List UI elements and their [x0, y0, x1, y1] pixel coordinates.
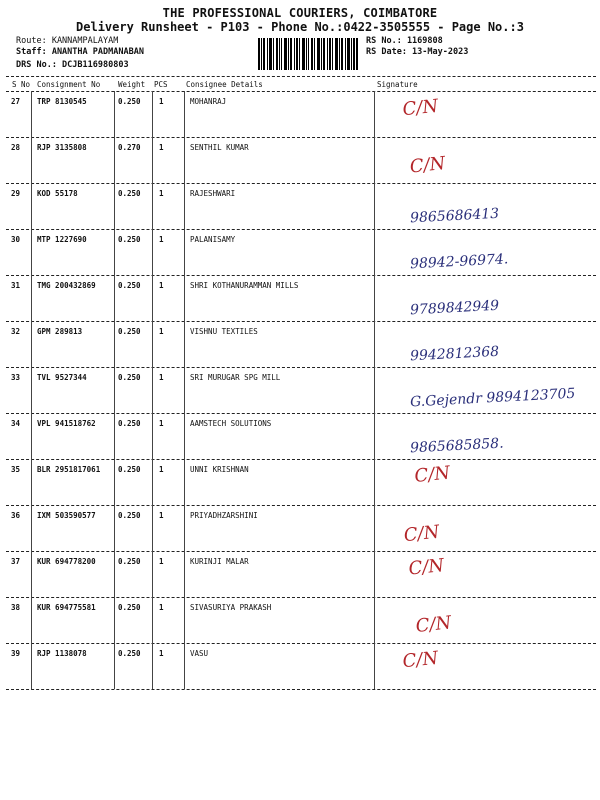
table-row — [6, 367, 596, 414]
cell-cons: RJP 3135808 — [37, 143, 87, 152]
table-row — [6, 597, 596, 644]
cell-sno: 29 — [11, 189, 21, 198]
cell-pcs: 1 — [159, 603, 164, 612]
svg-text:9789842949: 9789842949 — [409, 297, 500, 319]
cell-pcs: 1 — [159, 143, 164, 152]
table-row — [6, 413, 596, 460]
company-title: THE PROFESSIONAL COURIERS, COIMBATORE — [162, 6, 438, 20]
col-pcs: PCS — [154, 80, 168, 89]
cell-sno: 36 — [11, 511, 21, 520]
cell-sno: 30 — [11, 235, 21, 244]
svg-text:C/N: C/N — [414, 612, 453, 637]
col-consignment: Consignment No — [37, 80, 101, 89]
svg-text:9865686413: 9865686413 — [409, 205, 500, 227]
cell-cons: MTP 1227690 — [37, 235, 87, 244]
cell-sno: 32 — [11, 327, 21, 336]
runsheet-title: Delivery Runsheet - P103 - Phone No.:0422-3505555 - Page No.:3 — [76, 20, 524, 34]
cell-pcs: 1 — [159, 373, 164, 382]
barcode — [258, 38, 358, 70]
cell-sno: 34 — [11, 419, 21, 428]
cell-name: PALANISAMY — [190, 235, 236, 244]
cell-name: VISHNU TEXTILES — [190, 327, 258, 336]
cell-sno: 39 — [11, 649, 21, 658]
cell-name: RAJESHWARI — [190, 189, 236, 198]
cell-cons: TMG 200432869 — [37, 281, 96, 290]
signature-mark — [6, 137, 596, 185]
cell-pcs: 1 — [159, 511, 164, 520]
cell-name: SENTHIL KUMAR — [190, 143, 249, 152]
table-row — [6, 91, 596, 138]
cell-weight: 0.250 — [118, 189, 141, 198]
table-row — [6, 137, 596, 184]
svg-text:G.Gejendr 9894123705: G.Gejendr 9894123705 — [409, 385, 576, 411]
cell-weight: 0.270 — [118, 143, 141, 152]
svg-text:9865685858.: 9865685858. — [409, 435, 504, 457]
svg-text:C/N: C/N — [401, 647, 440, 673]
svg-text:98942-96974.: 98942-96974. — [409, 251, 509, 273]
cell-sno: 37 — [11, 557, 21, 566]
cell-sno: 38 — [11, 603, 21, 612]
cell-pcs: 1 — [159, 189, 164, 198]
cell-cons: RJP 1138078 — [37, 649, 87, 658]
svg-text:C/N: C/N — [407, 555, 446, 580]
cell-name: MOHANRAJ — [190, 97, 227, 106]
svg-text:9942812368: 9942812368 — [409, 343, 500, 365]
table-row — [6, 459, 596, 506]
cell-cons: KOD 55178 — [37, 189, 78, 198]
cell-sno: 35 — [11, 465, 21, 474]
col-signature: Signature — [377, 80, 418, 89]
cell-weight: 0.250 — [118, 419, 141, 428]
cell-pcs: 1 — [159, 281, 164, 290]
cell-name: UNNI KRISHNAN — [190, 465, 249, 474]
cell-weight: 0.250 — [118, 97, 141, 106]
cell-name: KURINJI MALAR — [190, 557, 249, 566]
signature-mark — [6, 183, 596, 231]
cell-pcs: 1 — [159, 235, 164, 244]
signature-mark — [6, 321, 596, 369]
table-row — [6, 643, 596, 690]
table-row — [6, 321, 596, 368]
cell-weight: 0.250 — [118, 603, 141, 612]
col-weight: Weight — [118, 80, 146, 89]
drs-number: DRS No.: DCJB116980803 — [16, 60, 129, 70]
cell-cons: VPL 941518762 — [37, 419, 96, 428]
table-header-row — [6, 76, 596, 92]
cell-pcs: 1 — [159, 327, 164, 336]
cell-name: AAMSTECH SOLUTIONS — [190, 419, 272, 428]
cell-weight: 0.250 — [118, 327, 141, 336]
cell-name: SHRI KOTHANURAMMAN MILLS — [190, 281, 299, 290]
cell-pcs: 1 — [159, 557, 164, 566]
cell-name: PRIYADHZARSHINI — [190, 511, 258, 520]
cell-pcs: 1 — [159, 465, 164, 474]
rs-number: RS No.: 1169808 — [366, 36, 443, 46]
route-label: Route: KANNAMPALAYAM — [16, 36, 119, 46]
cell-name: SRI MURUGAR SPG MILL — [190, 373, 281, 382]
cell-weight: 0.250 — [118, 373, 141, 382]
svg-text:C/N: C/N — [413, 462, 452, 488]
staff-label: Staff: ANANTHA PADMANABAN — [16, 47, 144, 57]
svg-text:C/N: C/N — [402, 521, 441, 547]
cell-cons: KUR 694778200 — [37, 557, 96, 566]
cell-weight: 0.250 — [118, 465, 141, 474]
col-sno: S No — [12, 80, 31, 89]
cell-sno: 33 — [11, 373, 21, 382]
cell-pcs: 1 — [159, 97, 164, 106]
cell-weight: 0.250 — [118, 235, 141, 244]
cell-pcs: 1 — [159, 649, 164, 658]
cell-cons: TVL 9527344 — [37, 373, 87, 382]
cell-weight: 0.250 — [118, 511, 141, 520]
cell-cons: GPM 289813 — [37, 327, 83, 336]
cell-pcs: 1 — [159, 419, 164, 428]
table-row — [6, 183, 596, 230]
cell-cons: TRP 8130545 — [37, 97, 87, 106]
svg-text:C/N: C/N — [401, 95, 440, 121]
cell-weight: 0.250 — [118, 649, 141, 658]
signature-mark — [6, 643, 596, 691]
svg-text:C/N: C/N — [408, 152, 447, 178]
cell-weight: 0.250 — [118, 281, 141, 290]
cell-sno: 28 — [11, 143, 21, 152]
signature-mark — [6, 229, 596, 277]
table-row — [6, 229, 596, 276]
cell-name: VASU — [190, 649, 209, 658]
table-row — [6, 551, 596, 598]
cell-sno: 31 — [11, 281, 21, 290]
cell-sno: 27 — [11, 97, 21, 106]
cell-name: SIVASURIYA PRAKASH — [190, 603, 272, 612]
col-consignee: Consignee Details — [186, 80, 263, 89]
table-row — [6, 275, 596, 322]
rs-date: RS Date: 13-May-2023 — [366, 47, 469, 57]
table-row — [6, 505, 596, 552]
signature-mark — [6, 367, 596, 415]
signature-mark — [6, 91, 596, 139]
cell-cons: KUR 694775581 — [37, 603, 96, 612]
cell-weight: 0.250 — [118, 557, 141, 566]
cell-cons: BLR 2951817061 — [37, 465, 101, 474]
cell-cons: IXM 503590577 — [37, 511, 96, 520]
